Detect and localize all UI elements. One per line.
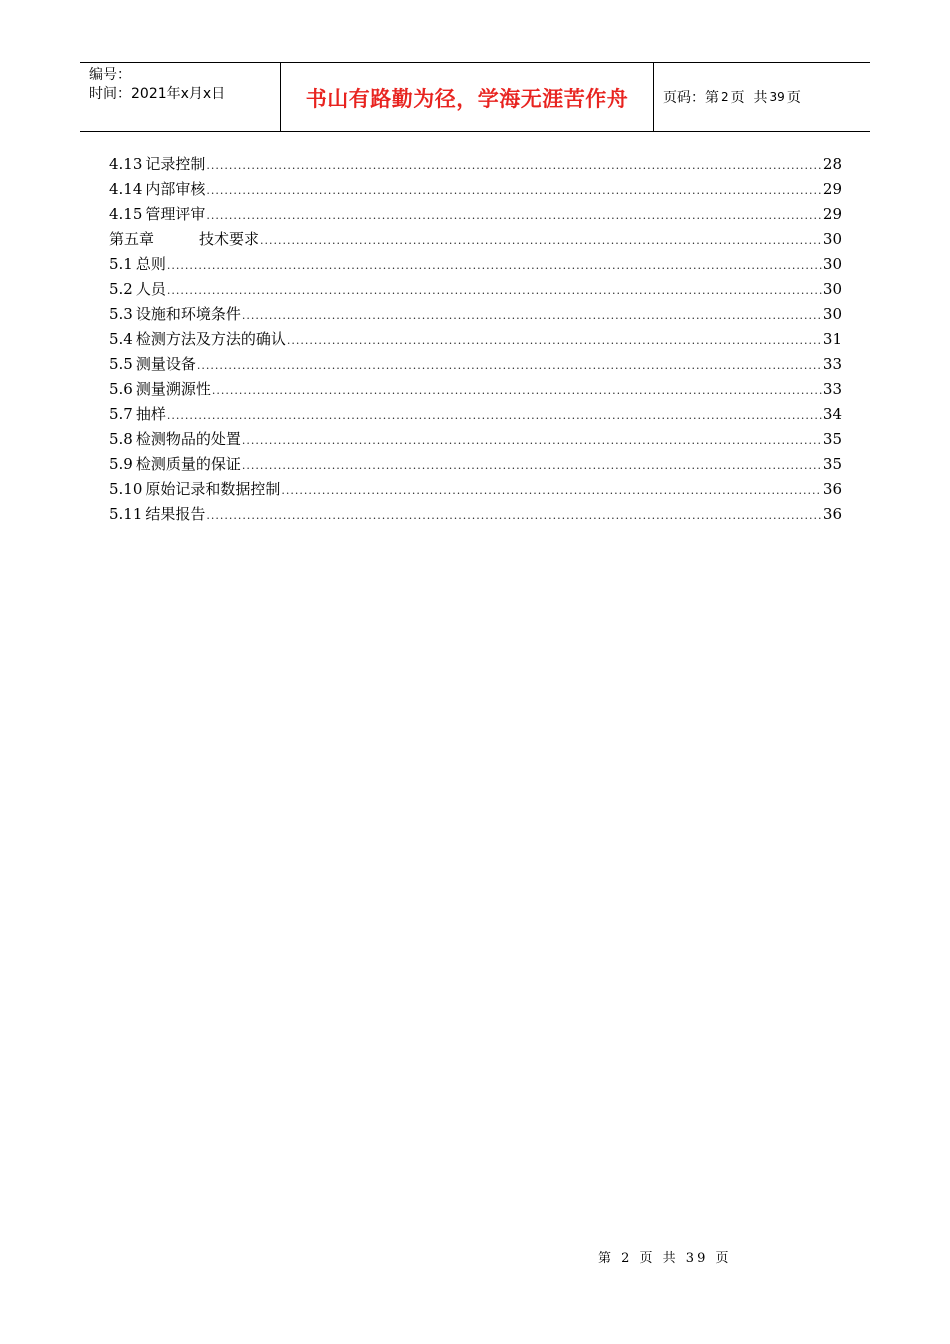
- page-mid: 页 共: [730, 90, 768, 106]
- toc-entry[interactable]: [109, 453, 842, 478]
- toc-dot-leader: [167, 409, 822, 422]
- toc-entry-page: 36: [822, 480, 842, 498]
- toc-dot-leader: [167, 259, 822, 272]
- toc-entry-number: 5.1: [109, 255, 133, 273]
- toc-entry-number: 5.8: [109, 430, 133, 448]
- toc-entry-number: 5.11: [109, 505, 143, 523]
- toc-entry-title: 检测质量的保证: [135, 455, 241, 473]
- toc-dot-leader: [242, 434, 822, 447]
- page-prefix: 页码：第: [663, 90, 719, 106]
- toc-entry-title: 结果报告: [145, 505, 206, 523]
- toc-entry[interactable]: [109, 303, 842, 328]
- toc-entry[interactable]: [109, 353, 842, 378]
- toc-entry-number: 5.7: [109, 405, 133, 423]
- page-suffix: 页: [786, 90, 801, 106]
- toc-entry-title: 内部审核: [145, 180, 206, 198]
- toc-dot-leader: [260, 234, 822, 247]
- footer-page-number: 第 2 页 共 39 页: [598, 1251, 732, 1266]
- toc-dot-leader: [197, 359, 822, 372]
- toc-entry-page: 29: [822, 180, 842, 198]
- toc-dot-leader: [206, 159, 821, 172]
- toc-dot-leader: [167, 284, 822, 297]
- toc-entry-page: 30: [822, 305, 842, 323]
- page-total: 39: [769, 90, 785, 104]
- toc-entry-number: 第五章: [109, 230, 155, 248]
- toc-entry[interactable]: [109, 228, 842, 253]
- toc-entry-page: 34: [822, 405, 842, 423]
- toc-entry[interactable]: [109, 153, 842, 178]
- toc-entry-title: 管理评审: [145, 205, 206, 223]
- toc-entry-number: 4.14: [109, 180, 143, 198]
- toc-entry-title: 测量设备: [135, 355, 196, 373]
- toc-entry[interactable]: [109, 328, 842, 353]
- toc-entry[interactable]: [109, 503, 842, 528]
- header-motto: 书山有路勤为径，学海无涯苦作舟: [305, 87, 629, 111]
- toc-entry[interactable]: [109, 403, 842, 428]
- header-page-info: [654, 63, 870, 131]
- toc-dot-leader: [242, 309, 822, 322]
- toc-entry-page: 36: [822, 505, 842, 523]
- toc-entry-title: 技术要求: [199, 230, 260, 248]
- toc-entry-title: 总则: [135, 255, 166, 273]
- toc-entry-page: 30: [822, 255, 842, 273]
- page-header: [80, 62, 870, 132]
- toc-entry[interactable]: [109, 428, 842, 453]
- toc-entry-number: 5.6: [109, 380, 133, 398]
- toc-entry-page: 31: [822, 330, 842, 348]
- toc-dot-leader: [206, 209, 821, 222]
- toc-entry-page: 29: [822, 205, 842, 223]
- toc-entry-number: 4.15: [109, 205, 143, 223]
- toc-entry[interactable]: [109, 203, 842, 228]
- toc-entry-number: 4.13: [109, 155, 143, 173]
- toc-entry-title: 人员: [135, 280, 166, 298]
- toc-entry-title: 设施和环境条件: [135, 305, 241, 323]
- toc-entry-page: 30: [822, 230, 842, 248]
- page-current: 2: [721, 90, 729, 104]
- toc-entry[interactable]: [109, 253, 842, 278]
- toc-dot-leader: [281, 484, 821, 497]
- toc-entry-title: 检测方法及方法的确认: [135, 330, 286, 348]
- toc-entry-page: 35: [822, 455, 842, 473]
- toc-entry-title: 记录控制: [145, 155, 206, 173]
- toc-entry[interactable]: [109, 178, 842, 203]
- header-motto-cell: [281, 63, 654, 131]
- toc-dot-leader: [206, 184, 821, 197]
- toc-entry-number: 5.5: [109, 355, 133, 373]
- toc-entry-title: 抽样: [135, 405, 166, 423]
- time-label: 时间：2021年x月x日: [89, 86, 226, 102]
- toc-entry[interactable]: [109, 478, 842, 503]
- toc-entry-title: 检测物品的处置: [135, 430, 241, 448]
- toc-entry-page: 28: [822, 155, 842, 173]
- toc-entry-number: 5.10: [109, 480, 143, 498]
- toc-entry-page: 30: [822, 280, 842, 298]
- toc-entry[interactable]: [109, 378, 842, 403]
- toc-entry-title: 测量溯源性: [135, 380, 211, 398]
- toc-entry-number: 5.2: [109, 280, 133, 298]
- toc-dot-leader: [206, 509, 821, 522]
- toc-entry-page: 33: [822, 380, 842, 398]
- table-of-contents: [109, 153, 842, 528]
- header-meta: [80, 63, 281, 131]
- toc-dot-leader: [212, 384, 822, 397]
- serial-label: 编号：: [89, 67, 131, 83]
- toc-entry-number: 5.9: [109, 455, 133, 473]
- toc-entry-page: 35: [822, 430, 842, 448]
- toc-dot-leader: [287, 334, 822, 347]
- toc-entry-number: 5.4: [109, 330, 133, 348]
- toc-entry-number: 5.3: [109, 305, 133, 323]
- toc-dot-leader: [242, 459, 822, 472]
- toc-entry-page: 33: [822, 355, 842, 373]
- toc-entry-title: 原始记录和数据控制: [145, 480, 281, 498]
- toc-entry[interactable]: [109, 278, 842, 303]
